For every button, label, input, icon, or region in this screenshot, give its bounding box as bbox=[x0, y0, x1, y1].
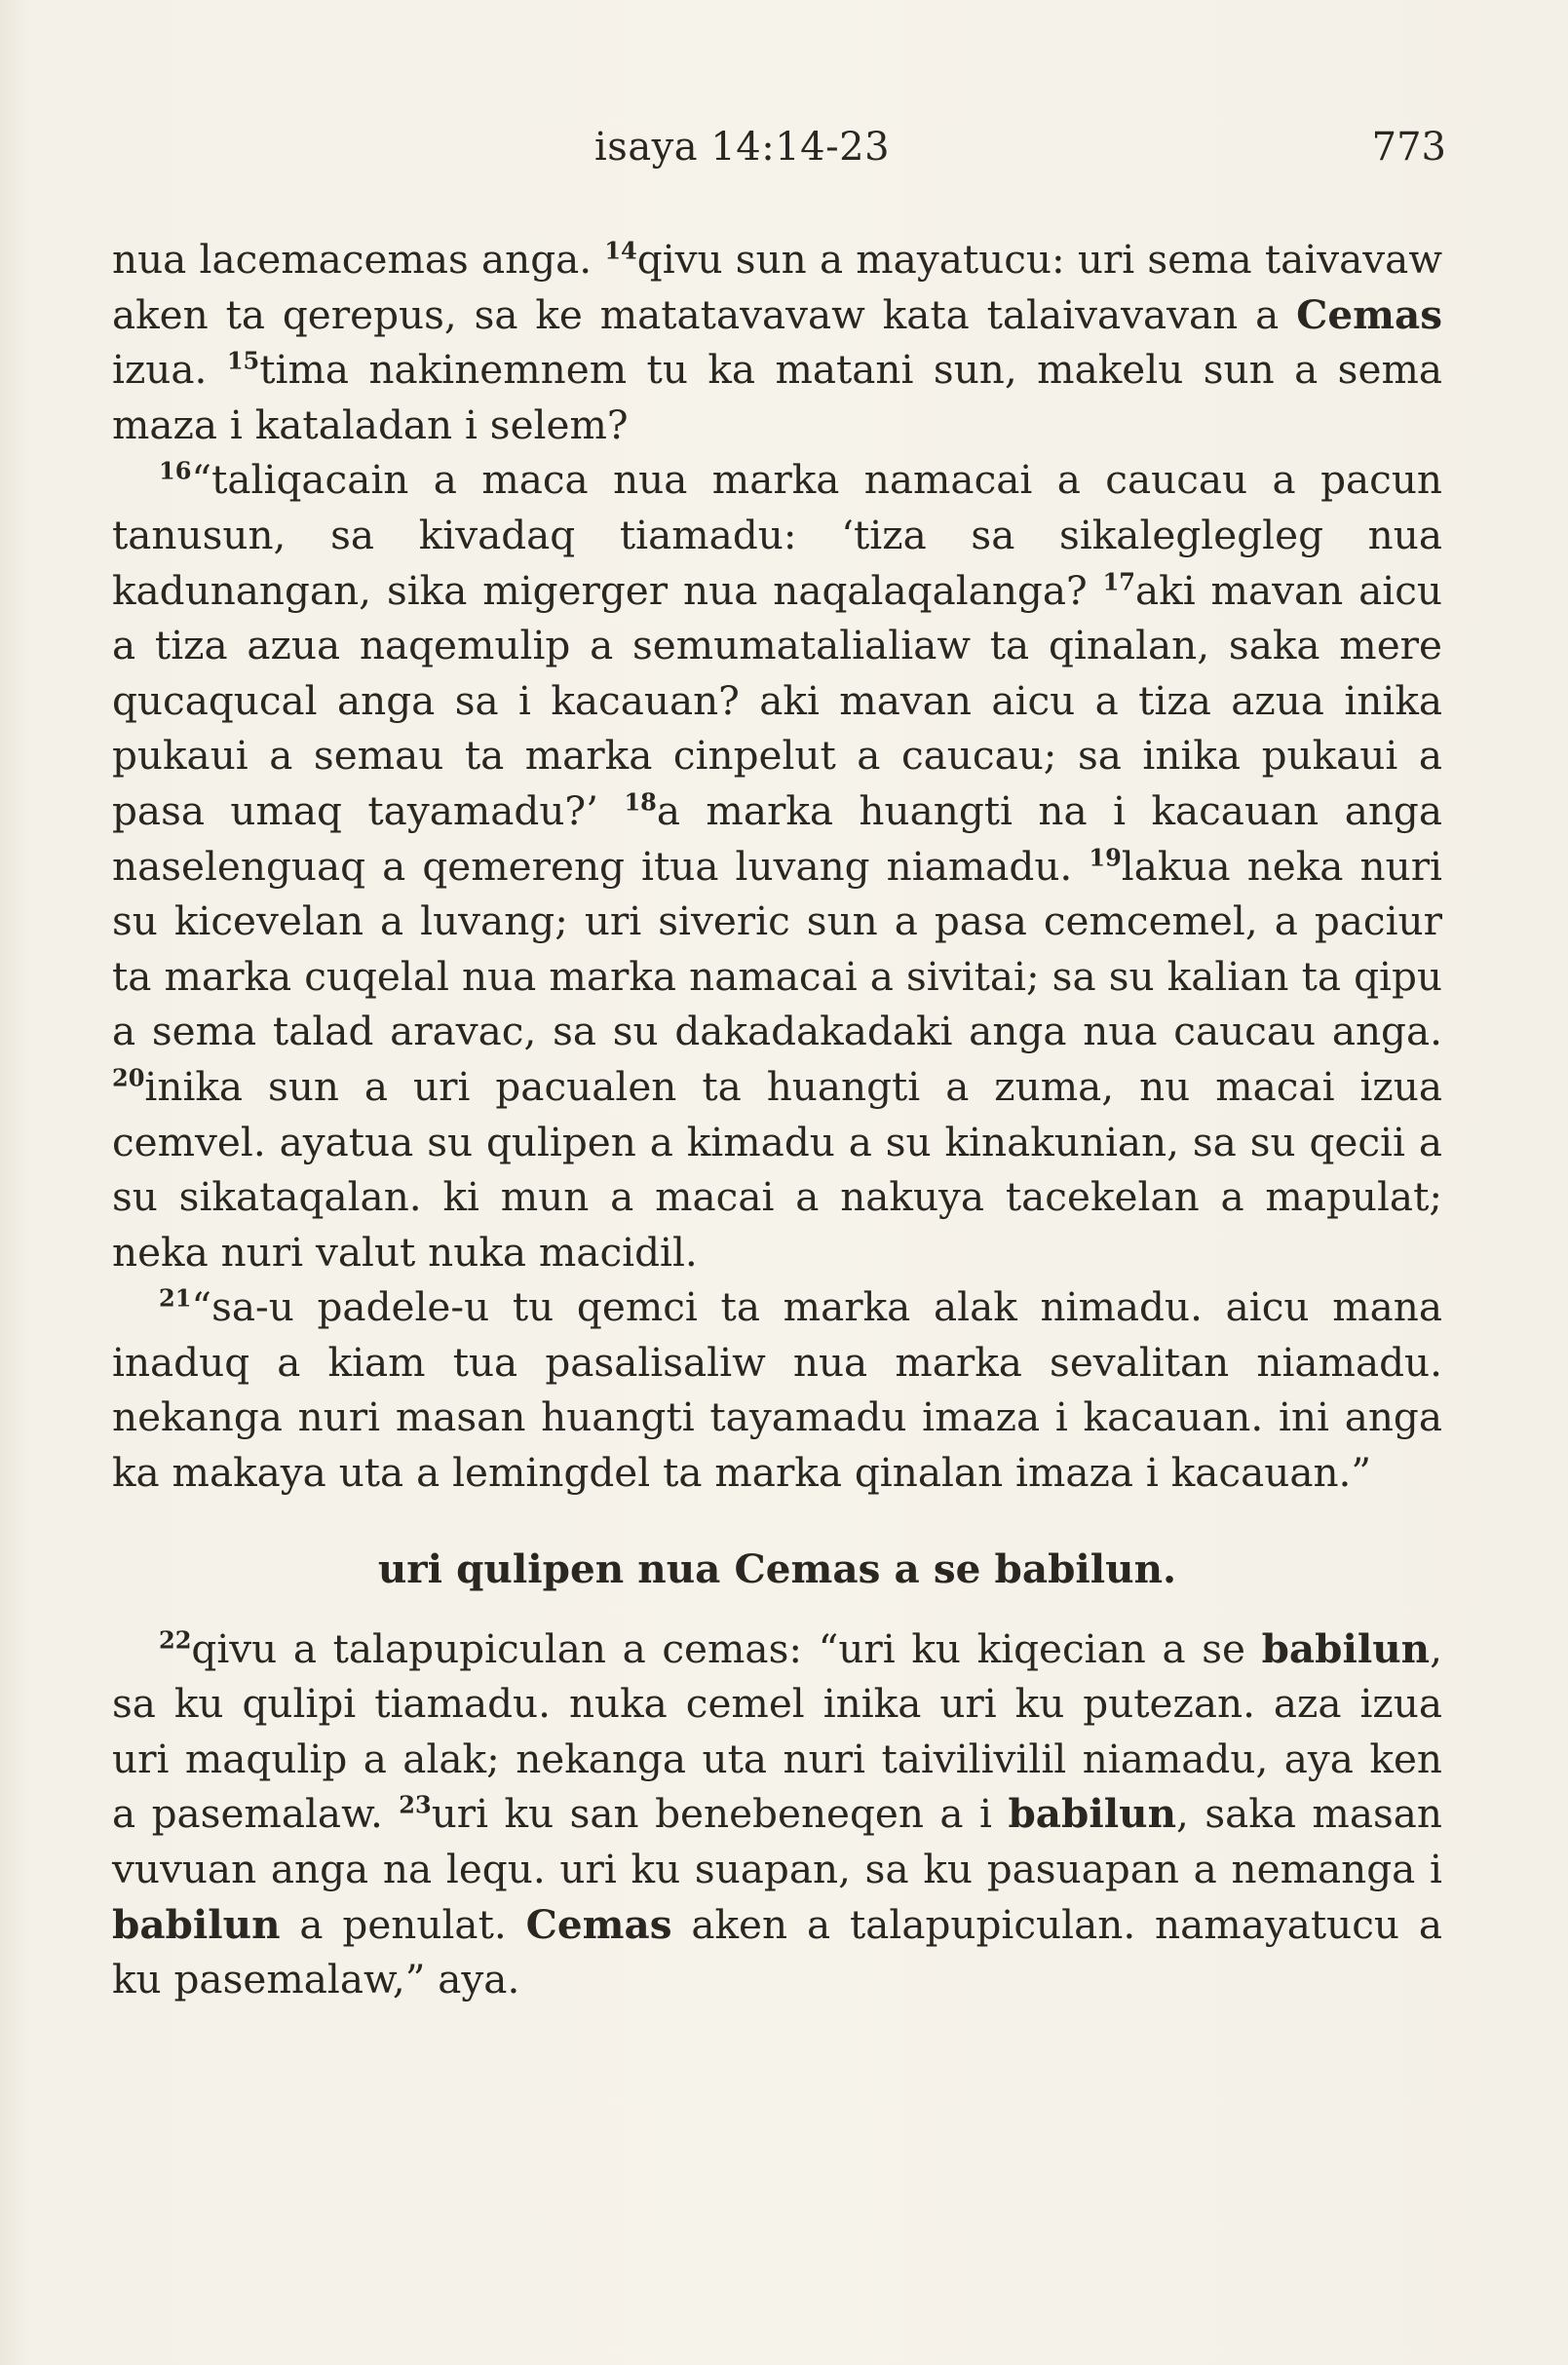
verse-number: 19 bbox=[1089, 843, 1122, 872]
verse-number: 22 bbox=[159, 1625, 192, 1655]
text-run: nua lacemacemas anga. bbox=[112, 236, 605, 283]
verse-number: 18 bbox=[624, 787, 657, 817]
text-run: qivu sun a mayatucu: uri sema taivavaw aken ta qerepus, sa ke matatavavaw kata talaivavavan a bbox=[112, 236, 1442, 338]
paragraph bbox=[112, 452, 1442, 1279]
verse-number: 14 bbox=[604, 236, 637, 265]
bold-text: babilun bbox=[112, 1900, 281, 1948]
bold-text: Cemas bbox=[1296, 290, 1442, 338]
text-run: “sa-u padele-u tu qemci ta marka alak nimadu. aicu mana inaduq a kiam tua pasalisaliw nua marka sevalitan niamadu. nekanga nuri masan huangti tayamadu imaza i kacauan. ini anga ka makaya uta a lemingdel ta marka qinalan imaza i kacauan.” bbox=[112, 1283, 1442, 1497]
body-text bbox=[112, 232, 1442, 2007]
page-number: 773 bbox=[1371, 125, 1446, 170]
text-run: qivu a talapupiculan a cemas: “uri ku kiqecian a se bbox=[191, 1624, 1262, 1672]
section-heading: uri qulipen nua Cemas a se babilun. bbox=[377, 1545, 1177, 1592]
paragraph bbox=[112, 232, 1442, 452]
text-run: tima nakinemnem tu ka matani sun, makelu sun a sema maza i kataladan i selem? bbox=[112, 346, 1442, 448]
text-run: , saka masan vuvuan anga na lequ. uri ku suapan, sa ku pasuapan a nemanga i bbox=[112, 1790, 1442, 1893]
running-head: isaya 14:14-23 bbox=[594, 125, 891, 170]
verse-number: 20 bbox=[112, 1063, 145, 1092]
paragraphs-before-heading bbox=[112, 232, 1442, 1501]
paragraph bbox=[112, 1621, 1442, 2007]
bold-text: babilun bbox=[1008, 1790, 1177, 1838]
verse-number: 17 bbox=[1102, 567, 1136, 596]
text-run: aki mavan aicu a tiza azua naqemulip a semumatalialiaw ta qinalan, saka mere qucaqucal anga sa i kacauan? aki mavan aicu a tiza azua inika pukaui a semau ta marka cinpelut a caucau; sa inika pukaui a pasa umaq tayamadu?’ bbox=[112, 566, 1442, 834]
text-run: a penulat. bbox=[280, 1900, 526, 1948]
paragraph bbox=[112, 1279, 1442, 1500]
bold-text: babilun bbox=[1261, 1624, 1431, 1672]
text-run: uri ku san benebeneqen a i bbox=[431, 1790, 1009, 1838]
text-run: “taliqacain a maca nua marka namacai a caucau a pacun tanusun, sa kivadaq tiamadu: ‘tiza sa sikaleglegleg nua kadunangan, sika migerger nua naqalaqalanga? bbox=[112, 456, 1442, 614]
verse-number: 16 bbox=[159, 456, 192, 485]
verse-number: 15 bbox=[226, 346, 260, 375]
verse-number: 23 bbox=[399, 1790, 432, 1819]
page-header bbox=[0, 125, 1568, 183]
text-run: a marka huangti na i kacauan anga naselenguaq a qemereng itua luvang niamadu. bbox=[112, 786, 1442, 890]
text-run: inika sun a uri pacualen ta huangti a zuma, nu macai izua cemvel. ayatua su qulipen a kimadu a su kinakunian, sa su qecii a su sikataqalan. ki mun a macai a nakuya tacekelan a mapulat; neka nuri valut nuka macidil. bbox=[112, 1062, 1442, 1276]
text-run: aken a talapupiculan. namayatucu a ku pasemalaw,” aya. bbox=[112, 1900, 1442, 2003]
text-run: izua. bbox=[112, 346, 227, 394]
verse-number: 21 bbox=[159, 1283, 192, 1313]
text-run: lakua neka nuri su kicevelan a luvang; uri siveric sun a pasa cemcemel, a paciur ta marka cuqelal nua marka namacai a sivitai; sa su kalian ta qipu a sema talad aravac, sa su dakadakadaki anga nua caucau anga. bbox=[112, 842, 1443, 1055]
bold-text: Cemas bbox=[525, 1900, 672, 1948]
text-run: , sa ku qulipi tiamadu. nuka cemel inika uri ku putezan. aza izua uri maqulip a alak; nekanga uta nuri taivilivilil niamadu, aya ken a pasemalaw. bbox=[112, 1624, 1442, 1838]
paragraphs-after-heading bbox=[112, 1621, 1442, 2007]
